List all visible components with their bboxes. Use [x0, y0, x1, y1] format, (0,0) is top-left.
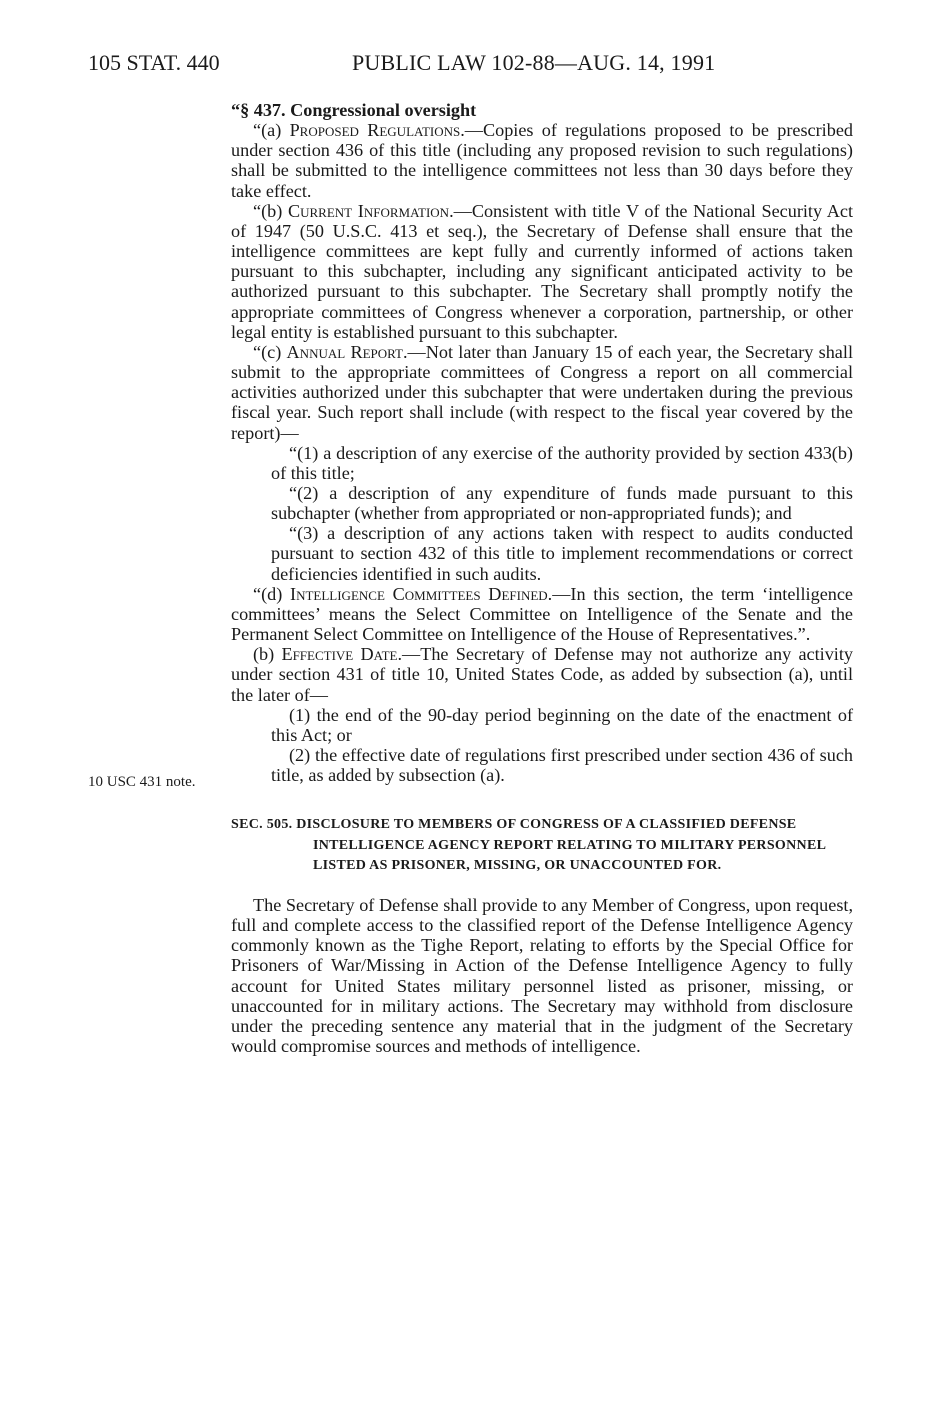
subsection-c-item-1: “(1) a description of any exercise of the authority provided by section 433(b) of this title;	[271, 442, 853, 483]
effective-date-item-1: (1) the end of the 90-day period beginning on the date of the enactment of this Act; or	[271, 704, 853, 745]
subsection-c-item-2: “(2) a description of any expenditure of funds made pursuant to this subchapter (whether from appropriated or non-appropriated funds); and	[271, 482, 853, 524]
subsection-b-text: —Consistent with title V of the National Security Act of 1947 (50 U.S.C. 413 et seq.), the Secretary of Defense shall ensure that the intelligence committees are kept fully and currently informed of actions taken pursuant to this subchapter, including any significant anticipated activity to be authorized pursuant to this subchapter. The Secretary shall promptly notify the appropriate committees of Congress whenever a corporation, partnership, or other legal entity is established pursuant to this subchapter.	[231, 200, 854, 342]
effective-date-item-2: (2) the effective date of regulations first prescribed under section 436 of such title, as added by subsection (a).	[271, 745, 853, 786]
margin-note: 10 USC 431 note.	[88, 774, 196, 790]
stat-page-number: 105 STAT. 440	[88, 50, 220, 75]
effective-date-text: —The Secretary of Defense may not authorize any activity under section 431 of title 10, United States Code, as added by subsection (a), until the later of—	[231, 644, 853, 705]
subsection-d	[231, 584, 853, 644]
subsection-c-text: —Not later than January 15 of each year, the Secretary shall submit to the appropriate committees of Congress a report on all commercial activities authorized under this subchapter that were undertaken during the previous fiscal year. Such report shall include (with respect to the fiscal year covered by the report)—	[231, 341, 853, 443]
effective-date-subsection	[231, 644, 853, 704]
effective-date-heading: Effective Date.	[281, 644, 403, 665]
section-505-heading: SEC. 505. DISCLOSURE TO MEMBERS OF CONGRESS OF A CLASSIFIED DEFENSE INTELLIGENCE AGENCY REPORT RELATING TO MILITARY PERSONNEL LISTED AS PRISONER, MISSING, OR UNACCOUNTED FOR.	[231, 817, 826, 874]
subsection-b-heading: Current Information.	[287, 200, 454, 221]
subsection-a	[231, 120, 853, 201]
subsection-a-open: “(a)	[253, 120, 290, 141]
section-505-body: The Secretary of Defense shall provide to any Member of Congress, upon request, full and complete access to the classified report of the Defense Intelligence Agency commonly known as the Tighe Report, relating to efforts by the Special Office for Prisoners of War/Missing in Action of the Defense Intelligence Agency to fully account for United States military personnel listed as prisoner, missing, or unaccounted for in military actions. The Secretary may withhold from disclosure under the preceding sentence any material that in the judgment of the Secretary would compromise sources and methods of intelligence.	[231, 894, 853, 1057]
subsection-d-open: “(d)	[253, 583, 291, 604]
subsection-b-437	[231, 201, 853, 342]
page-header	[88, 48, 868, 78]
subsection-c-open: “(c)	[253, 341, 287, 362]
subsection-d-heading: Intelligence Committees Defined.	[290, 583, 553, 604]
subsection-c-item-3: “(3) a description of any actions taken with respect to audits conducted pursuant to section 432 of this title to implement recommendations or correct deficiencies identified in such audits.	[271, 523, 853, 584]
section-437-heading: “§ 437. Congressional oversight	[231, 100, 477, 120]
public-law-title: PUBLIC LAW 102-88—AUG. 14, 1991	[352, 50, 716, 75]
subsection-a-text: —Copies of regulations proposed to be prescribed under section 436 of this title (including any proposed revision to such regulations) shall be submitted to the intelligence committees not less than 30 days before they take effect.	[231, 120, 853, 201]
document-body	[231, 100, 853, 1056]
effective-date-open: (b)	[253, 644, 282, 665]
subsection-c	[231, 342, 853, 443]
subsection-d-text: —In this section, the term ‘intelligence committees’ means the Select Committee on Intelligence of the Senate and the Permanent Select Committee on Intelligence of the House of Representatives.”.	[231, 583, 854, 645]
subsection-b-open: “(b)	[253, 200, 288, 221]
subsection-a-heading: Proposed Regulations.	[289, 120, 465, 141]
subsection-c-heading: Annual Report.	[286, 341, 408, 362]
